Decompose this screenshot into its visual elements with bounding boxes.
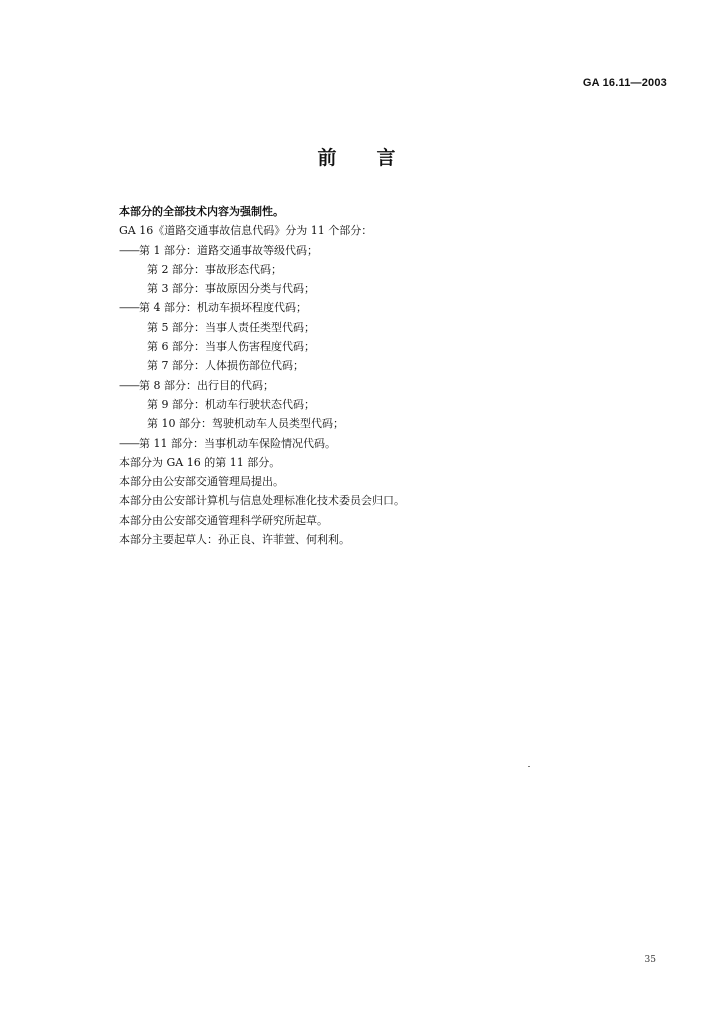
- closing-paragraphs: [119, 453, 639, 549]
- list-item-text: 第 3 部分：事故原因分类与代码；: [147, 282, 315, 296]
- closing-line: 本部分由公安部计算机与信息处理标准化技术委员会归口。: [119, 494, 405, 508]
- list-item: [119, 279, 639, 298]
- parts-list: [119, 241, 639, 453]
- list-dash: ——: [119, 436, 139, 450]
- list-item-text: 第 11 部分：当事机动车保险情况代码。: [139, 436, 336, 450]
- list-item: [119, 376, 639, 395]
- closing-line: 本部分为 GA 16 的第 11 部分。: [119, 455, 281, 469]
- list-item-text: 第 5 部分：当事人责任类型代码；: [147, 320, 315, 334]
- list-item-text: 第 4 部分：机动车损坏程度代码；: [139, 301, 307, 315]
- list-item-text: 第 6 部分：当事人伤害程度代码；: [147, 340, 315, 354]
- closing-line: 本部分由公安部交通管理局提出。: [119, 475, 284, 489]
- list-item-text: 第 9 部分：机动车行驶状态代码；: [147, 397, 315, 411]
- list-item: [119, 260, 639, 279]
- foreword-body: [119, 202, 639, 549]
- closing-line: 本部分主要起草人：孙正良、许菲萱、何利利。: [119, 533, 350, 547]
- page-title: 前言: [317, 147, 436, 169]
- list-dash: ——: [119, 378, 139, 392]
- list-item: [119, 337, 639, 356]
- list-item: [119, 298, 639, 317]
- list-item-text: 第 10 部分：驾驶机动车人员类型代码；: [147, 417, 344, 431]
- list-dash: ——: [119, 243, 139, 257]
- standard-code: GA 16.11—2003: [582, 77, 667, 89]
- list-item: [119, 356, 639, 375]
- list-item: [119, 241, 639, 260]
- list-dash: ——: [119, 301, 139, 315]
- list-item: [119, 434, 639, 453]
- list-item-text: 第 1 部分：道路交通事故等级代码；: [139, 243, 318, 257]
- list-item: [119, 414, 639, 433]
- list-item-text: 第 8 部分：出行目的代码；: [139, 378, 274, 392]
- list-item: [119, 318, 639, 337]
- parts-intro: GA 16《道路交通事故信息代码》分为 11 个部分：: [119, 224, 373, 238]
- page-number: 35: [644, 955, 656, 965]
- list-item-text: 第 2 部分：事故形态代码；: [147, 262, 282, 276]
- mandatory-statement: 本部分的全部技术内容为强制性。: [119, 205, 284, 218]
- list-item-text: 第 7 部分：人体损伤部位代码；: [147, 359, 304, 373]
- scan-speck: [528, 766, 530, 767]
- list-item: [119, 395, 639, 414]
- closing-line: 本部分由公安部交通管理科学研究所起草。: [119, 513, 328, 527]
